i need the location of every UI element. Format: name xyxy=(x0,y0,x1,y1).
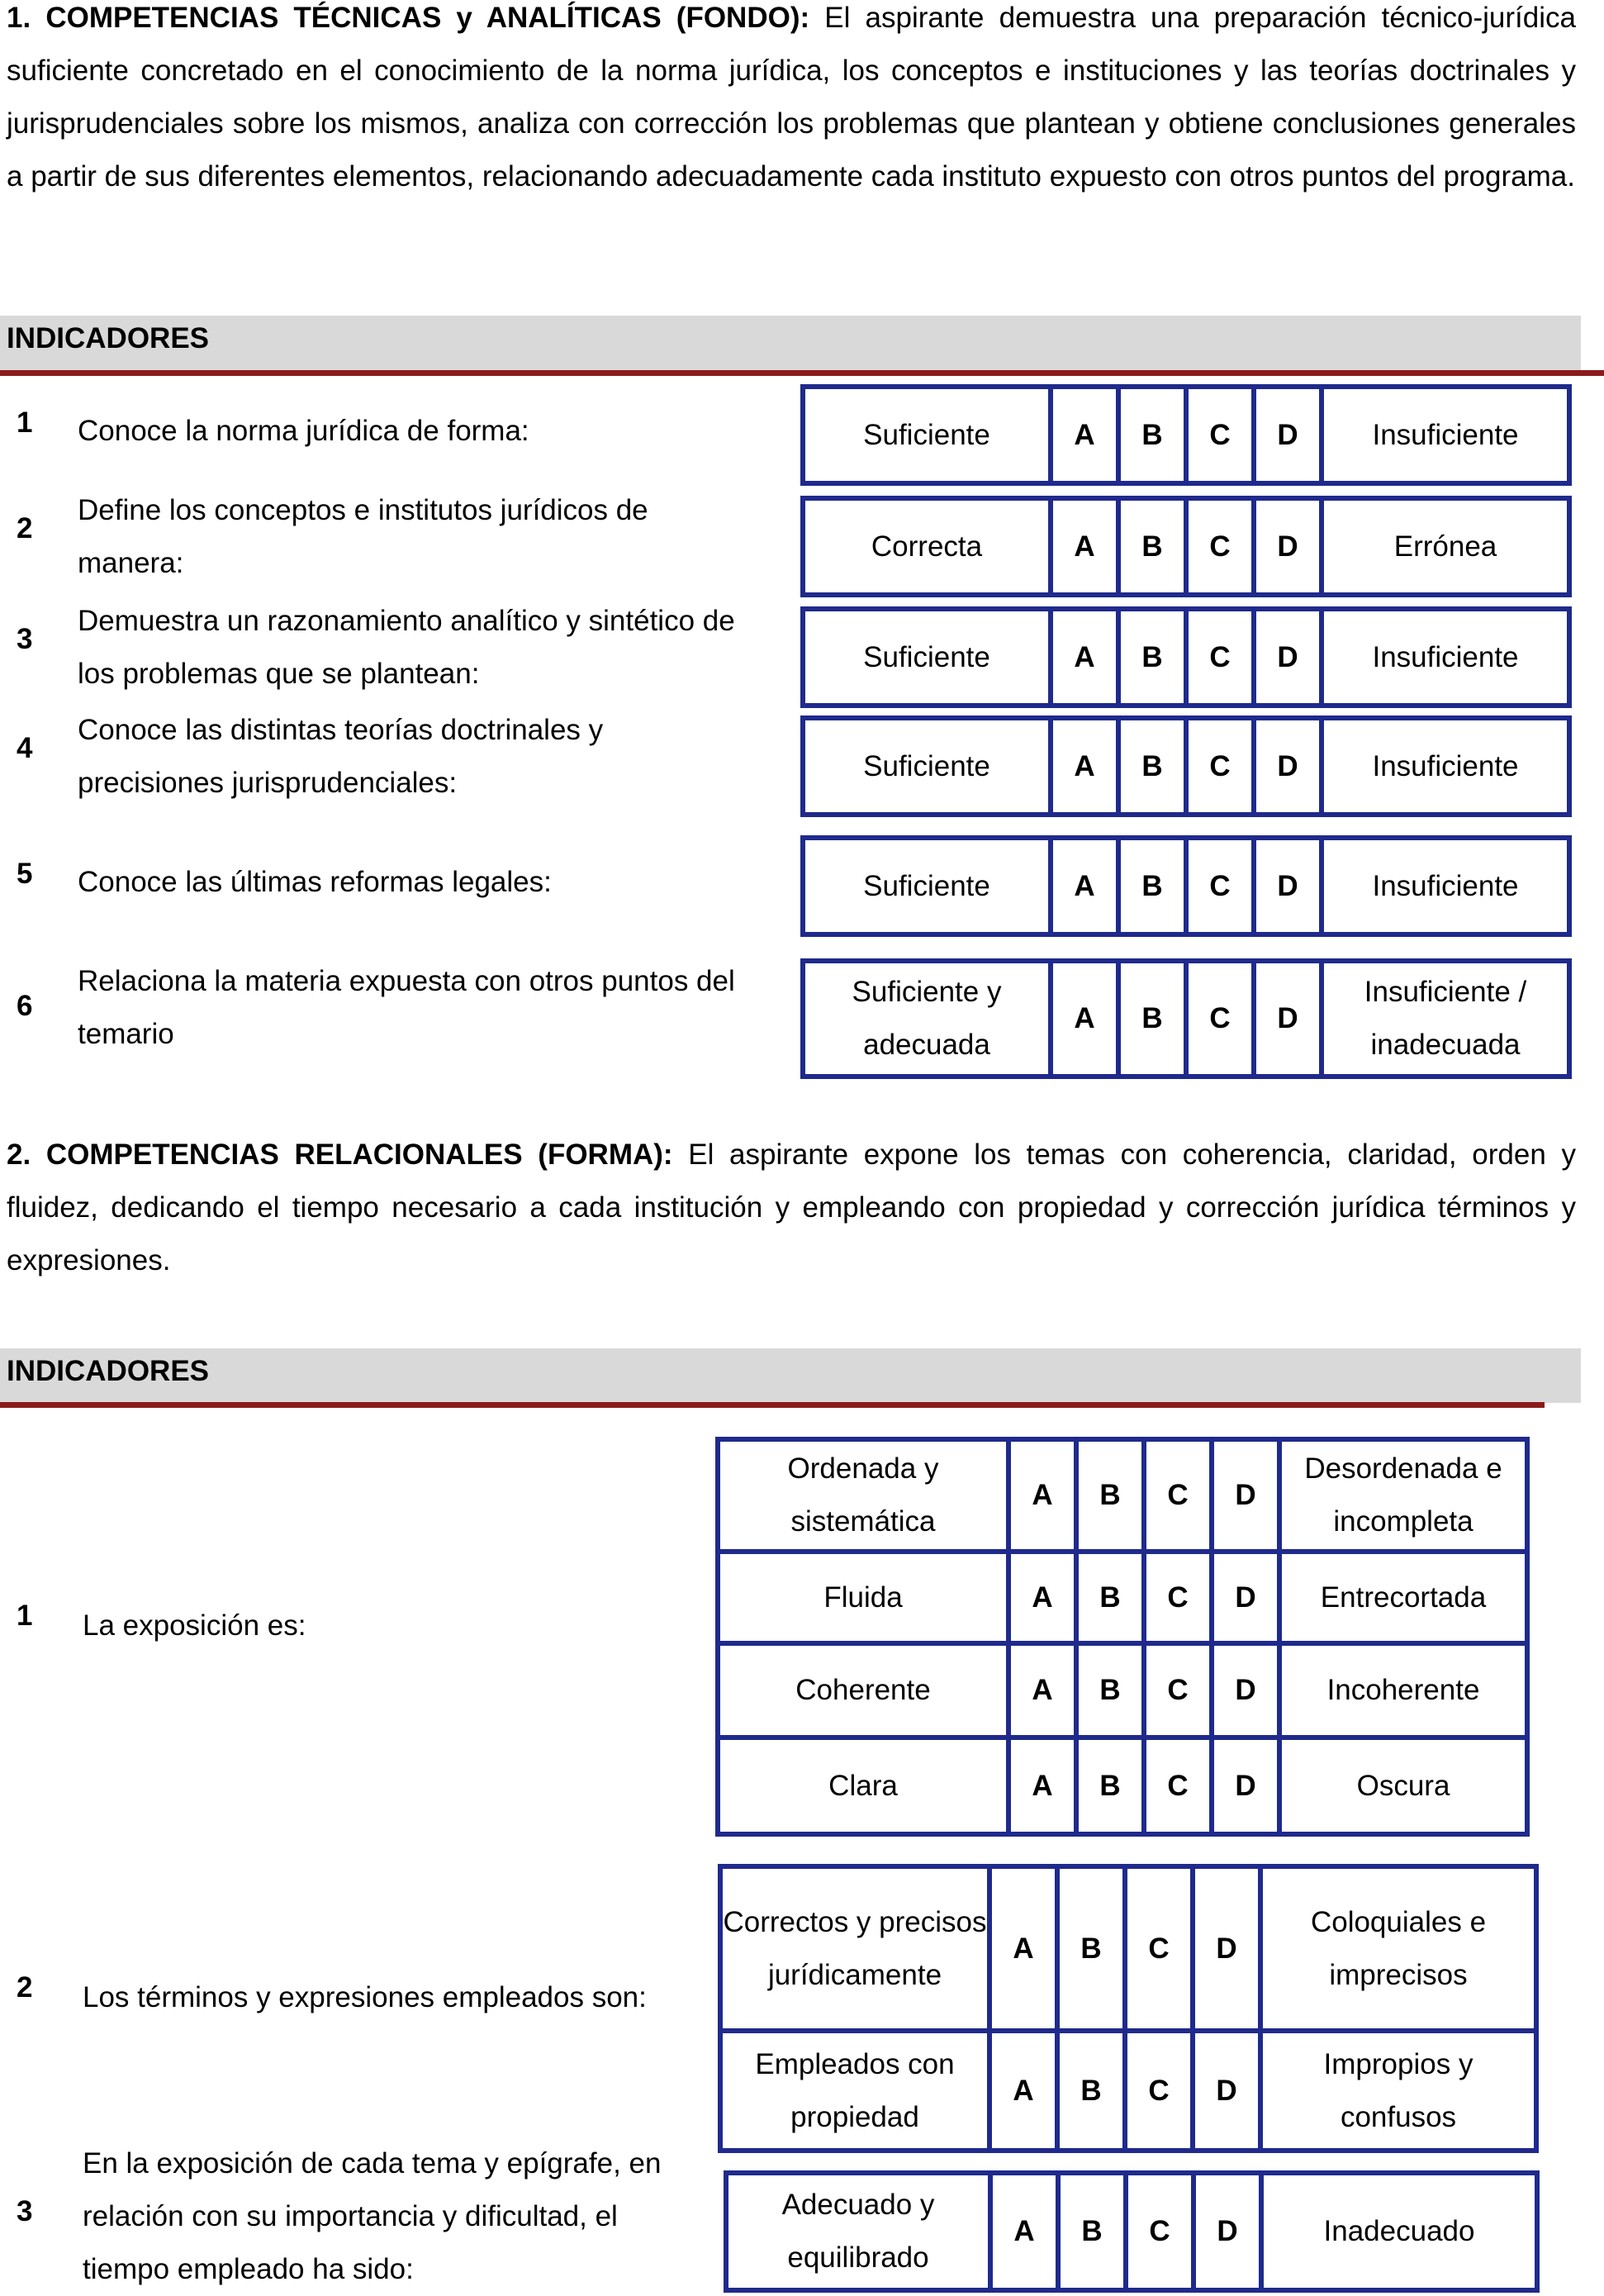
grade-c-cell[interactable]: C xyxy=(1144,1643,1212,1737)
rating-row xyxy=(726,2173,1537,2290)
grade-b-cell[interactable]: B xyxy=(1118,838,1186,934)
grade-d-cell[interactable]: D xyxy=(1212,1737,1279,1834)
rating-row xyxy=(718,1643,1527,1737)
rating-row xyxy=(718,1439,1527,1552)
indicator-number: 1 xyxy=(17,1600,33,1632)
grade-a-cell[interactable]: A xyxy=(989,1866,1057,2031)
negative-descriptor: Coloquiales e imprecisos xyxy=(1260,1866,1536,2031)
grade-c-cell[interactable]: C xyxy=(1186,498,1254,595)
grade-b-cell[interactable]: B xyxy=(1057,1866,1125,2031)
grade-c-cell[interactable]: C xyxy=(1186,718,1254,815)
grade-b-cell[interactable]: B xyxy=(1118,498,1186,595)
indicator-number: 2 xyxy=(17,512,33,544)
grade-d-cell[interactable]: D xyxy=(1254,718,1322,815)
divider-1 xyxy=(0,370,1604,376)
negative-descriptor: Insuficiente xyxy=(1322,718,1569,815)
grade-d-cell[interactable]: D xyxy=(1212,1643,1279,1737)
grade-c-cell[interactable]: C xyxy=(1186,961,1254,1077)
indicator-label: La exposición es: xyxy=(83,1609,306,1642)
section2-paragraph xyxy=(7,1129,1576,1287)
indicator-label: Define los conceptos e institutos jurídicos de manera: xyxy=(78,494,648,579)
positive-descriptor: Suficiente xyxy=(803,718,1051,815)
indicators-header-2 xyxy=(0,1348,1581,1403)
grade-a-cell[interactable]: A xyxy=(1008,1643,1076,1737)
rating-row xyxy=(803,838,1569,934)
grade-d-cell[interactable]: D xyxy=(1254,609,1322,706)
indicator-number: 1 xyxy=(17,406,33,439)
section1-item-5-rating-table xyxy=(800,835,1572,937)
negative-descriptor: Desordenada e incompleta xyxy=(1279,1439,1527,1552)
grade-a-cell[interactable]: A xyxy=(989,2031,1057,2151)
rating-row xyxy=(718,1552,1527,1643)
grade-d-cell[interactable]: D xyxy=(1212,1552,1279,1643)
indicator-label: Los términos y expresiones empleados son: xyxy=(83,1981,647,2013)
negative-descriptor: Errónea xyxy=(1322,498,1569,595)
positive-descriptor: Suficiente y adecuada xyxy=(803,961,1051,1077)
grade-b-cell[interactable]: B xyxy=(1058,2173,1126,2290)
negative-descriptor: Insuficiente xyxy=(1322,387,1569,483)
grade-b-cell[interactable]: B xyxy=(1076,1439,1144,1552)
grade-d-cell[interactable]: D xyxy=(1193,1866,1260,2031)
negative-descriptor: Incoherente xyxy=(1279,1643,1527,1737)
section1-item-1-rating-table xyxy=(800,384,1572,486)
positive-descriptor: Correctos y precisos jurídicamente xyxy=(720,1866,989,2031)
grade-c-cell[interactable]: C xyxy=(1186,609,1254,706)
negative-descriptor: Oscura xyxy=(1279,1737,1527,1834)
grade-c-cell[interactable]: C xyxy=(1125,2031,1193,2151)
grade-a-cell[interactable]: A xyxy=(1008,1737,1076,1834)
positive-descriptor: Coherente xyxy=(718,1643,1008,1737)
indicator-number: 3 xyxy=(17,623,33,655)
section1-text: El aspirante demuestra una preparación técnico-jurídica suficiente concretado en el conocimiento de la norma jurídica, los conceptos e instituciones y las teorías doctrinales y jurisprudenciales sobre los mismos, analiza con corrección los problemas que plantean y obtiene conclusiones generales a partir de sus diferentes elementos, relacionando adecuadamente cada instituto expuesto con otros puntos del programa. xyxy=(7,2,1576,193)
indicators-title-1: INDICADORES xyxy=(7,322,210,354)
grade-b-cell[interactable]: B xyxy=(1076,1552,1144,1643)
indicator-label: Conoce la norma jurídica de forma: xyxy=(78,415,529,447)
positive-descriptor: Correcta xyxy=(803,498,1051,595)
indicator-label: Conoce las distintas teorías doctrinales y precisiones jurisprudenciales: xyxy=(78,714,604,799)
grade-d-cell[interactable]: D xyxy=(1254,961,1322,1077)
grade-b-cell[interactable]: B xyxy=(1118,609,1186,706)
grade-d-cell[interactable]: D xyxy=(1212,1439,1279,1552)
positive-descriptor: Adecuado y equilibrado xyxy=(726,2173,990,2290)
grade-c-cell[interactable]: C xyxy=(1126,2173,1194,2290)
positive-descriptor: Suficiente xyxy=(803,609,1051,706)
section1-item-3-rating-table xyxy=(800,606,1572,708)
grade-c-cell[interactable]: C xyxy=(1186,387,1254,483)
grade-b-cell[interactable]: B xyxy=(1118,387,1186,483)
section1-item-6-rating-table xyxy=(800,958,1572,1079)
grade-d-cell[interactable]: D xyxy=(1194,2173,1261,2290)
positive-descriptor: Clara xyxy=(718,1737,1008,1834)
grade-b-cell[interactable]: B xyxy=(1057,2031,1125,2151)
indicators-header-1 xyxy=(0,316,1581,370)
indicator-label: Conoce las últimas reformas legales: xyxy=(78,866,552,898)
grade-b-cell[interactable]: B xyxy=(1076,1643,1144,1737)
grade-a-cell[interactable]: A xyxy=(1008,1439,1076,1552)
grade-a-cell[interactable]: A xyxy=(1008,1552,1076,1643)
negative-descriptor: Insuficiente xyxy=(1322,838,1569,934)
negative-descriptor: Insuficiente / inadecuada xyxy=(1322,961,1569,1077)
section2-item-3-rating-table xyxy=(724,2170,1540,2293)
indicator-label: Demuestra un razonamiento analítico y sintético de los problemas que se plantean: xyxy=(78,605,735,690)
grade-d-cell[interactable]: D xyxy=(1254,498,1322,595)
grade-a-cell[interactable]: A xyxy=(1051,498,1118,595)
positive-descriptor: Suficiente xyxy=(803,838,1051,934)
negative-descriptor: Insuficiente xyxy=(1322,609,1569,706)
grade-d-cell[interactable]: D xyxy=(1193,2031,1260,2151)
section1-heading: 1. COMPETENCIAS TÉCNICAS y ANALÍTICAS (FONDO): xyxy=(7,2,810,34)
section2-item-1-rating-table xyxy=(715,1437,1530,1837)
indicator-number: 6 xyxy=(17,990,33,1022)
positive-descriptor: Ordenada y sistemática xyxy=(718,1439,1008,1552)
negative-descriptor: Inadecuado xyxy=(1261,2173,1537,2290)
rating-row xyxy=(803,498,1569,595)
grade-a-cell[interactable]: A xyxy=(1051,387,1118,483)
grade-b-cell[interactable]: B xyxy=(1118,718,1186,815)
grade-c-cell[interactable]: C xyxy=(1144,1552,1212,1643)
section2-item-2-rating-table xyxy=(718,1864,1539,2153)
indicators-title-2: INDICADORES xyxy=(7,1355,210,1387)
grade-c-cell[interactable]: C xyxy=(1144,1737,1212,1834)
rating-row xyxy=(720,2031,1536,2151)
grade-a-cell[interactable]: A xyxy=(1051,718,1118,815)
section2-heading: 2. COMPETENCIAS RELACIONALES (FORMA): xyxy=(7,1138,673,1171)
section1-paragraph xyxy=(7,0,1576,203)
grade-b-cell[interactable]: B xyxy=(1076,1737,1144,1834)
section2-text: El aspirante expone los temas con coherencia, claridad, orden y fluidez, dedicando el tiempo necesario a cada institución y empleando con propiedad y corrección jurídica términos y expresiones. xyxy=(7,1138,1576,1276)
indicator-label: Relaciona la materia expuesta con otros puntos del temario xyxy=(78,965,735,1050)
divider-2 xyxy=(0,1402,1545,1408)
rating-row xyxy=(803,961,1569,1077)
negative-descriptor: Impropios y confusos xyxy=(1260,2031,1536,2151)
rating-row xyxy=(803,387,1569,483)
indicator-label: En la exposición de cada tema y epígrafe, en relación con su importancia y dificultad, el tiempo empleado ha sido: xyxy=(83,2147,662,2285)
grade-a-cell[interactable]: A xyxy=(1051,609,1118,706)
section1-item-4-rating-table xyxy=(800,715,1572,817)
rating-row xyxy=(720,1866,1536,2031)
grade-d-cell[interactable]: D xyxy=(1254,387,1322,483)
grade-a-cell[interactable]: A xyxy=(1051,838,1118,934)
grade-b-cell[interactable]: B xyxy=(1118,961,1186,1077)
section1-item-2-rating-table xyxy=(800,496,1572,597)
indicator-number: 4 xyxy=(17,732,33,764)
grade-c-cell[interactable]: C xyxy=(1186,838,1254,934)
rating-row xyxy=(718,1737,1527,1834)
negative-descriptor: Entrecortada xyxy=(1279,1552,1527,1643)
grade-d-cell[interactable]: D xyxy=(1254,838,1322,934)
positive-descriptor: Empleados con propiedad xyxy=(720,2031,989,2151)
indicator-number: 5 xyxy=(17,858,33,890)
positive-descriptor: Suficiente xyxy=(803,387,1051,483)
grade-a-cell[interactable]: A xyxy=(1051,961,1118,1077)
rating-row xyxy=(803,718,1569,815)
indicator-number: 2 xyxy=(17,1971,33,2004)
grade-c-cell[interactable]: C xyxy=(1144,1439,1212,1552)
positive-descriptor: Fluida xyxy=(718,1552,1008,1643)
rating-row xyxy=(803,609,1569,706)
indicator-number: 3 xyxy=(17,2195,33,2227)
grade-a-cell[interactable]: A xyxy=(990,2173,1058,2290)
grade-c-cell[interactable]: C xyxy=(1125,1866,1193,2031)
